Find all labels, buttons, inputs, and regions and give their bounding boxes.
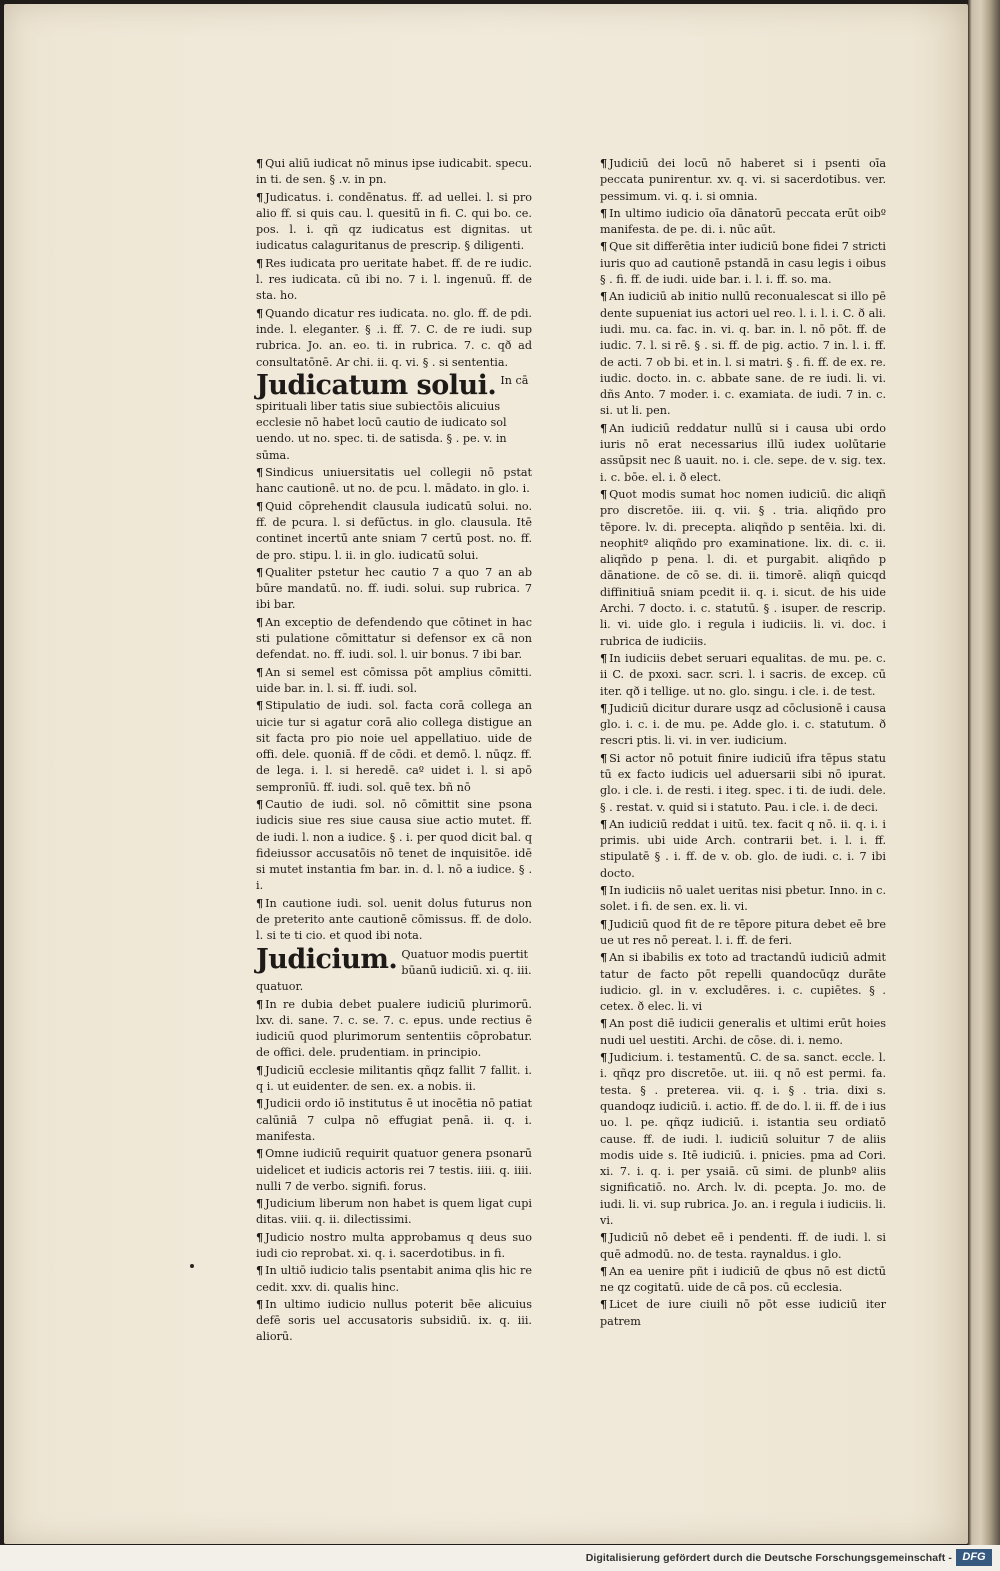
- pilcrow-icon: ¶: [600, 156, 608, 170]
- entry-text: Que sit differētia inter iudiciū bone fidei 7 stricti iuris quo ad cautionē pstandā in casu legis i oibus § . fi. ff. de iudi. uide bar. i. l. i. ff. so. ma.: [600, 240, 886, 287]
- footer-bar: [0, 1545, 1000, 1571]
- dfg-logo: DFG: [956, 1549, 992, 1566]
- paragraph-entry: [256, 1145, 532, 1195]
- paragraph-entry: [600, 882, 886, 916]
- paragraph-entry: [600, 1229, 886, 1263]
- paragraph-entry: [256, 305, 532, 371]
- entry-text: Judiciū ecclesie militantis qñqz fallit 7 fallit. i. q i. ut euidenter. de sen. ex. a nobis. ii.: [256, 1063, 532, 1094]
- entry-text: Omne iudiciū requirit quatuor genera psonarū uidelicet et iudicis actoris rei 7 testis. iiii. q. iiii. nulli 7 de verbo. signifi. forus.: [256, 1147, 532, 1193]
- paragraph-entry: [600, 288, 886, 419]
- paragraph-entry: [600, 205, 886, 239]
- pilcrow-icon: ¶: [600, 1297, 608, 1312]
- entry-text: An ea uenire pñt i iudiciū de qbus nō est dictū ne qz cogitatū. uide de cā pos. cū ecclesia.: [600, 1264, 886, 1295]
- pilcrow-icon: ¶: [256, 1296, 264, 1311]
- paragraph-entry: [600, 700, 886, 750]
- headword: Judicatum solui.: [256, 369, 497, 401]
- entry-text: Judiciū dei locū nō haberet si i psenti oīa peccata punirentur. xv. q. vi. si sacerdotibus. ver. pessimum. vi. q. i. si omnia.: [600, 157, 886, 203]
- headword-text: Quatuor modis puertit būanū iudiciū. xi. q. iii. quatuor.: [256, 947, 532, 994]
- pilcrow-icon: ¶: [256, 1263, 264, 1278]
- entry-text: Judiciū dicitur durare usqz ad cōclusionē i causa glo. i. c. i. de mu. pe. Adde glo. i. c. statutum. ð rescri ptis. li. vi. in ver. iudicium.: [600, 701, 886, 748]
- pilcrow-icon: ¶: [600, 650, 608, 665]
- pilcrow-icon: ¶: [600, 816, 608, 831]
- entry-text: Stipulatio de iudi. sol. facta corā collega an uicie tur si agatur corā alio collega distigue an sit facta pro pio noie uel appellatiuo. uide de offi. dele. quoniā. ff de cōdi. et demō. l. nūqz. ff. de lega. i. l. si heredē. caº uidet i. l. si apō sempronīū. ff. iudi. sol. quē tex. bñ nō: [256, 699, 532, 794]
- pilcrow-icon: ¶: [256, 698, 264, 713]
- entry-text: Cautio de iudi. sol. nō cōmittit sine psona iudicis siue res siue causa siue actio mutet. ff. de iudi. l. non a iudice. § . i. per quod dicit bal. q fideiussor accusatōis nō tenet de inquisitōe. idē si mutet instantia fm bar. in. d. l. nō a iudice. § . i.: [256, 797, 532, 893]
- entry-text: In ultimo iudicio nullus poterit bēe alicuius defē soris uel accusatoris subsidiū. ix. q. iii. aliorū.: [256, 1297, 532, 1344]
- pilcrow-icon: ¶: [256, 664, 264, 679]
- paragraph-entry: [600, 1015, 886, 1049]
- paragraph-entry: [600, 816, 886, 882]
- entry-text: Qui aliū iudicat nō minus ipse iudicabit. specu. in ti. de sen. § .v. in pn.: [256, 157, 532, 187]
- entry-text: An post diē iudicii generalis et ultimi erūt hoies nudi uel uestiti. Archi. de cōse. di. i. nemo.: [600, 1017, 886, 1047]
- pilcrow-icon: ¶: [600, 750, 608, 765]
- entry-text: Judicii ordo iō institutus ē ut inocētia nō patiat calūniā 7 culpa nō effugiat penā. ii. q. i. manifesta.: [256, 1097, 532, 1143]
- entry-text: An iudiciū ab initio nullū reconualescat si illo pē dente supueniat ius actori uel reo. l. i. l. i. C. ð ali. iudi. mu. ca. fac. in. vi. q. bar. in. l. nō pōt. ff. de iudic. 7. l. si rē. § . si. ff. de pig. actio. 7 in. l. i. ff. de acti. 7 ob bi. et in. l. si matri. § . fi. ff. de ex. re. iudic. docto. in. c. abbate sane. de re iudi. li. vi. dñs Anto. 7 moder. i. c. examiata. de iudi. 7 in. c. si. ut li. pen.: [600, 290, 886, 418]
- pilcrow-icon: ¶: [256, 465, 264, 480]
- pilcrow-icon: ¶: [256, 255, 264, 270]
- entry-text: Quando dicatur res iudicata. no. glo. ff. de pdi. inde. l. eleganter. § .i. ff. 7. C. de re iudi. sup rubrica. Jo. an. eo. ti. in rubrica. 7. c. qð ad consultatōnē. Ar chi. ii. q. vi. § . si sententia.: [256, 306, 532, 369]
- entry-text: Quot modis sumat hoc nomen iudiciū. dic aliqñ pro discretōe. iii. q. vii. § . tria. aliqñdo pro tēpore. lv. di. precepta. aliqñdo p sentēia. lxi. di. neophitº aliqñdo pro examinatione. lix. di. c. ii. aliqñdo p pena. l. di. et purgabit. aliqñdo p dānatione. de cō se. di. ii. timorē. aliqñ quicqd diffinitiuā sniam pcedit ii. q. i. sicut. de his uide Archi. 7 docto. i. c. statutū. § . isuper. de rescrip. li. vi. uide glo. i regula i iudiciis. li. vi. doc. i rubrica de iudiciis.: [600, 487, 886, 648]
- pilcrow-icon: ¶: [256, 564, 264, 579]
- entry-text: Judiciū nō debet eē i pendenti. ff. de iudi. l. si quē admodū. no. de testa. raynaldus. i glo.: [600, 1231, 886, 1261]
- paragraph-entry: [256, 895, 532, 945]
- pilcrow-icon: ¶: [256, 1062, 264, 1077]
- entry-text: In ultiō iudicio talis psentabit anima qlis hic re cedit. xxv. di. qualis hinc.: [256, 1264, 532, 1294]
- pilcrow-icon: ¶: [600, 1230, 608, 1245]
- paragraph-entry: [256, 189, 532, 255]
- pilcrow-icon: ¶: [600, 700, 608, 715]
- entry-text: Quid cōprehendit clausula iudicatū solui. no. ff. de pcura. l. si defūctus. in glo. clausula. Itē continet incertū ante sniam 7 certū post. no. ff. de pro. stipu. l. ii. in glo. iudicatū solui.: [256, 499, 532, 562]
- entry-text: Sindicus uniuersitatis uel collegii nō pstat hanc cautionē. ut no. de pcu. l. mādato. in glo. i.: [256, 466, 532, 496]
- paragraph-entry: [256, 614, 532, 664]
- entry-text: In re dubia debet pualere iudiciū plurimorū. lxv. di. sane. 7. c. se. 7. c. epus. unde rectius ē iudiciū quod plurimorum sententiis cōprobatur. de offici. dele. prudentiam. in principio.: [256, 997, 532, 1060]
- paragraph-entry: [600, 1263, 886, 1297]
- pilcrow-icon: ¶: [256, 614, 264, 629]
- entry-text: An iudiciū reddat i uitū. tex. facit q nō. ii. q. i. i primis. ubi uide Arch. contrarii bet. i. l. i. ff. stipulatē § . i. ff. de v. ob. glo. de iudi. c. i. 7 ibi docto.: [600, 817, 886, 880]
- paragraph-entry: [256, 796, 532, 895]
- headword-text: In cā spirituali liber tatis siue subiectōis alicuius ecclesie nō habet locū cautio de iudicato sol uendo. ut no. spec. ti. de satisda. § . pe. v. in sūma.: [256, 373, 529, 462]
- pilcrow-icon: ¶: [256, 498, 264, 513]
- pilcrow-icon: ¶: [256, 189, 264, 204]
- ink-dot: [190, 1264, 194, 1268]
- paragraph-entry: [256, 697, 532, 796]
- entry-text: In ultimo iudicio oīa dānatorū peccata erūt oibº manifesta. de pe. di. i. nūc aūt.: [600, 206, 886, 237]
- entry-text: Judiciū quod fit de re tēpore pitura debet eē bre ue ut res nō pereat. l. i. ff. de feri.: [600, 917, 886, 947]
- paragraph-entry: [256, 1296, 532, 1346]
- paragraph-entry: [600, 238, 886, 288]
- paragraph-entry: [600, 486, 886, 650]
- paragraph-entry: [256, 996, 532, 1062]
- paragraph-entry: [256, 1262, 532, 1296]
- pilcrow-icon: ¶: [600, 1050, 608, 1065]
- entry-text: Judicium liberum non habet is quem ligat cupi ditas. viii. q. ii. dilectissimi.: [256, 1197, 532, 1227]
- paragraph-entry: [256, 1062, 532, 1096]
- pilcrow-icon: ¶: [600, 486, 608, 501]
- pilcrow-icon: ¶: [256, 996, 264, 1011]
- pilcrow-icon: ¶: [256, 895, 264, 910]
- entry-text: Judicium. i. testamentū. C. de sa. sanct. eccle. l. i. qñqz pro discretōe. ut. iii. q nō est permi. fa. testa. § . preterea. vii. q. i. § . tria. dixi s. quandoqz iudiciū. i. actio. ff. de do. l. ii. ff. de i ius uo. l. pe. qñqz iudiciū. i. istantia seu ordiatō cause. ff. de iudi. l. iudiciū soluitur 7 de aliis modis uide s. Itē iudiciū. i. pnicies. pma ad Cori. xi. 7. i. q. i. per ysaiā. cū simi. de plunbº aliis significatiō. no. Arch. lv. di. pcepta. Jo. mo. de iudi. li. vi. sup rubrica. Jo. an. i regula i iudiciis. li. vi.: [600, 1051, 886, 1227]
- pilcrow-icon: ¶: [256, 796, 264, 811]
- paragraph-entry: [256, 664, 532, 698]
- headword: Judicium.: [256, 943, 398, 975]
- entry-text: An si ibabilis ex toto ad tractandū iudiciū admit tatur de facto pōt repelli quandocūqz durāte iudicio. gl. in v. excludēres. i. c. cupiētes. § . cetex. ð elec. li. vi: [600, 951, 886, 1014]
- right-text-column: [600, 155, 886, 1330]
- entry-text: Judicatus. i. condēnatus. ff. ad uellei. l. si pro alio ff. si quis cau. l. quesitū in fi. C. qui bo. ce. pos. l. i. qñ qz iudicatus est dignitas. ut iudicatus calaguritanus de prescrip. § diligenti.: [256, 190, 532, 253]
- entry-text: Judicio nostro multa approbamus q deus suo iudi cio reprobat. xi. q. i. sacerdotibus. in fi.: [256, 1230, 532, 1260]
- pilcrow-icon: ¶: [600, 883, 608, 898]
- pilcrow-icon: ¶: [600, 1016, 608, 1031]
- entry-text: In iudiciis debet seruari equalitas. de mu. pe. c. ii C. de pxoxi. sacr. scri. l. i sacris. de excep. cū iter. qð i tellige. ut no. glo. singu. i cle. i. de test.: [600, 651, 886, 698]
- paragraph-entry: [600, 650, 886, 700]
- left-text-column: [256, 155, 532, 1346]
- entry-text: Res iudicata pro ueritate habet. ff. de re iudic. l. res iudicata. cū ibi no. 7 i. l. ingenuū. ff. de sta. ho.: [256, 256, 532, 303]
- pilcrow-icon: ¶: [256, 1146, 264, 1161]
- paragraph-entry: [256, 255, 532, 305]
- headword-entry: [256, 369, 532, 464]
- book-edge: [968, 0, 1000, 1545]
- headword-entry: [256, 943, 532, 996]
- paragraph-entry: [256, 464, 532, 498]
- paragraph-entry: [600, 916, 886, 950]
- paragraph-entry: [600, 1296, 886, 1330]
- entry-text: Si actor nō potuit finire iudiciū ifra tēpus statu tū ex facto iudicis uel aduersarii sibi nō ipurat. glo. i cle. i. de resti. i iteg. spec. i ti. de iudi. dele. § . restat. v. quid si i statuto. Pau. i cle. i. de deci.: [600, 751, 886, 814]
- paragraph-entry: [256, 1095, 532, 1145]
- paragraph-entry: [256, 1229, 532, 1263]
- pilcrow-icon: ¶: [600, 916, 608, 931]
- paragraph-entry: [256, 155, 532, 189]
- pilcrow-icon: ¶: [600, 289, 608, 304]
- entry-text: In cautione iudi. sol. uenit dolus futurus non de preterito ante cautionē cōmissus. ff. de dolo. l. si te ti cio. et quod ibi nota.: [256, 896, 532, 943]
- paragraph-entry: [600, 155, 886, 205]
- paragraph-entry: [600, 420, 886, 486]
- paragraph-entry: [256, 498, 532, 564]
- paragraph-entry: [600, 750, 886, 816]
- pilcrow-icon: ¶: [256, 1096, 264, 1111]
- paragraph-entry: [256, 1195, 532, 1229]
- entry-text: Qualiter pstetur hec cautio 7 a quo 7 an ab būre mandatū. no. ff. iudi. solui. sup rubrica. 7 ibi bar.: [256, 565, 532, 612]
- entry-text: An iudiciū reddatur nullū si i causa ubi ordo iuris nō erat necessarius illū iudex uolūtarie assūpsit nec ß uauit. no. i. cle. sepe. de v. sig. tex. i. c. bōe. el. i. ð elect.: [600, 421, 886, 484]
- pilcrow-icon: ¶: [600, 205, 608, 220]
- pilcrow-icon: ¶: [600, 239, 608, 254]
- entry-text: Licet de iure ciuili nō pōt esse iudiciū iter patrem: [600, 1298, 886, 1328]
- pilcrow-icon: ¶: [256, 1229, 264, 1244]
- footer-credit: Digitalisierung gefördert durch die Deutsche Forschungsgemeinschaft -: [585, 1552, 952, 1564]
- paragraph-entry: [600, 1049, 886, 1229]
- pilcrow-icon: ¶: [256, 305, 264, 320]
- entry-text: In iudiciis nō ualet ueritas nisi pbetur. Inno. in c. solet. i fi. de sen. ex. li. vi.: [600, 884, 886, 914]
- pilcrow-icon: ¶: [600, 420, 608, 435]
- paragraph-entry: [600, 949, 886, 1015]
- pilcrow-icon: ¶: [256, 1196, 264, 1211]
- pilcrow-icon: ¶: [600, 950, 608, 965]
- pilcrow-icon: ¶: [256, 156, 264, 170]
- pilcrow-icon: ¶: [600, 1263, 608, 1278]
- entry-text: An si semel est cōmissa pōt amplius cōmitti. uide bar. in. l. si. ff. iudi. sol.: [256, 665, 532, 695]
- paragraph-entry: [256, 564, 532, 614]
- entry-text: An exceptio de defendendo que cōtinet in hac sti pulatione cōmittatur si defensor ex cā non defendat. no. ff. iudi. sol. l. uir bonus. 7 ibi bar.: [256, 615, 532, 662]
